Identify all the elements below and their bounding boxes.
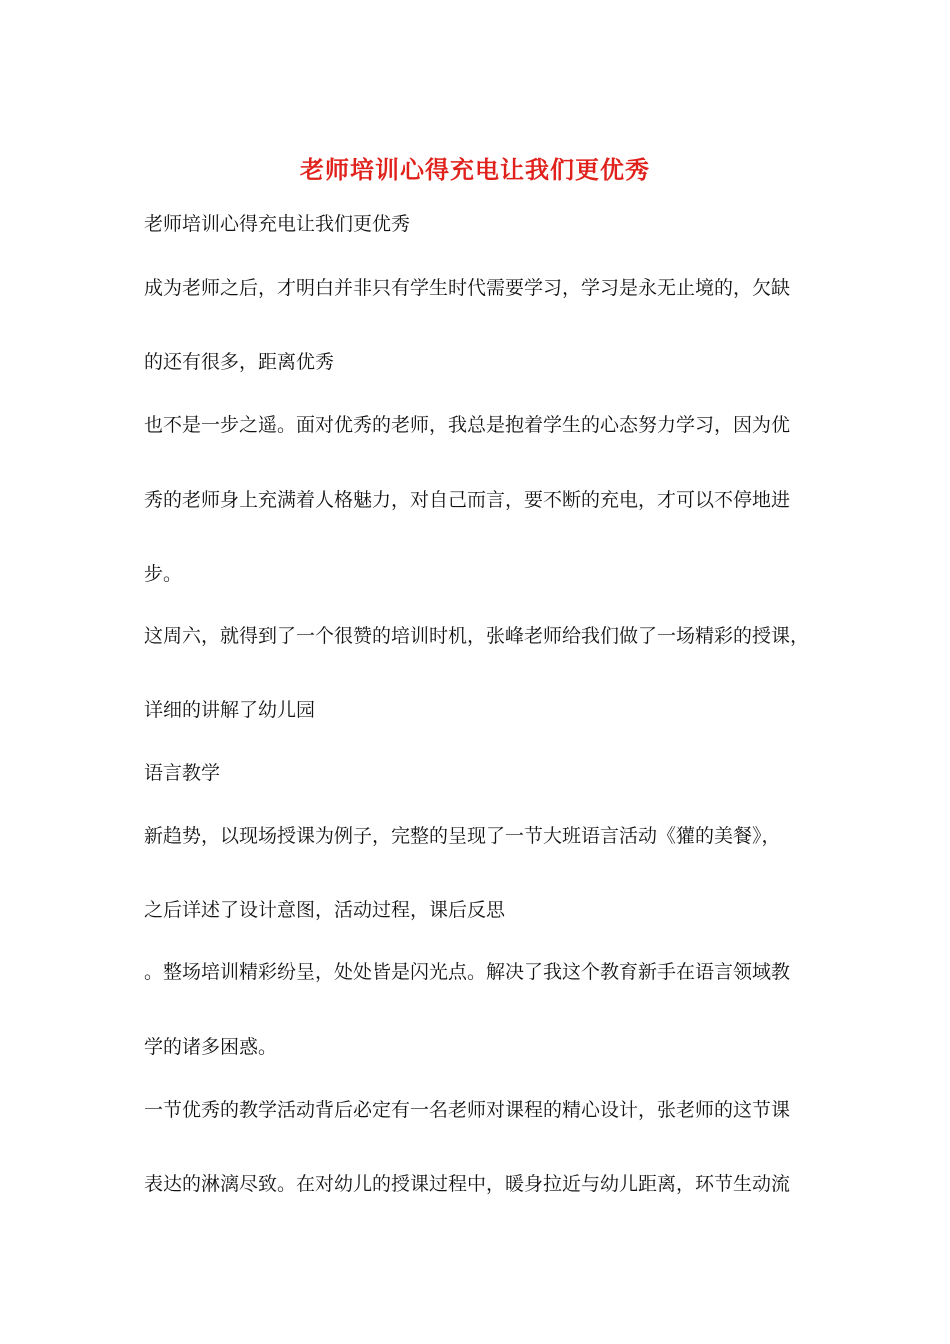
text-line: 表达的淋漓尽致。在对幼儿的授课过程中，暖身拉近与幼儿距离，环节生动流 [144,1173,791,1195]
text-line: 的还有很多，距离优秀 [144,351,335,373]
text-line: 一节优秀的教学活动背后必定有一名老师对课程的精心设计，张老师的这节课 [144,1099,791,1121]
text-line: 。整场培训精彩纷呈，处处皆是闪光点。解决了我这个教育新手在语言领域教 [144,961,791,983]
text-line: 学的诸多困惑。 [144,1036,278,1058]
text-line: 步。 [144,563,183,585]
text-line: 成为老师之后，才明白并非只有学生时代需要学习，学习是永无止境的，欠缺 [144,277,791,299]
document-title: 老师培训心得充电让我们更优秀 [300,155,650,184]
text-line: 老师培训心得充电让我们更优秀 [144,213,411,235]
text-line: 语言教学 [144,762,221,784]
text-line: 秀的老师身上充满着人格魅力，对自己而言，要不断的充电，才可以不停地进 [144,489,791,511]
text-line: 也不是一步之遥。面对优秀的老师，我总是抱着学生的心态努力学习，因为优 [144,414,791,436]
text-line: 之后详述了设计意图，活动过程，课后反思 [144,899,506,921]
text-line: 详细的讲解了幼儿园 [144,699,316,721]
text-line: 这周六，就得到了一个很赞的培训时机，张峰老师给我们做了一场精彩的授课， [144,625,810,647]
text-line: 新趋势，以现场授课为例子，完整的呈现了一节大班语言活动《獾的美餐》， [144,825,781,847]
